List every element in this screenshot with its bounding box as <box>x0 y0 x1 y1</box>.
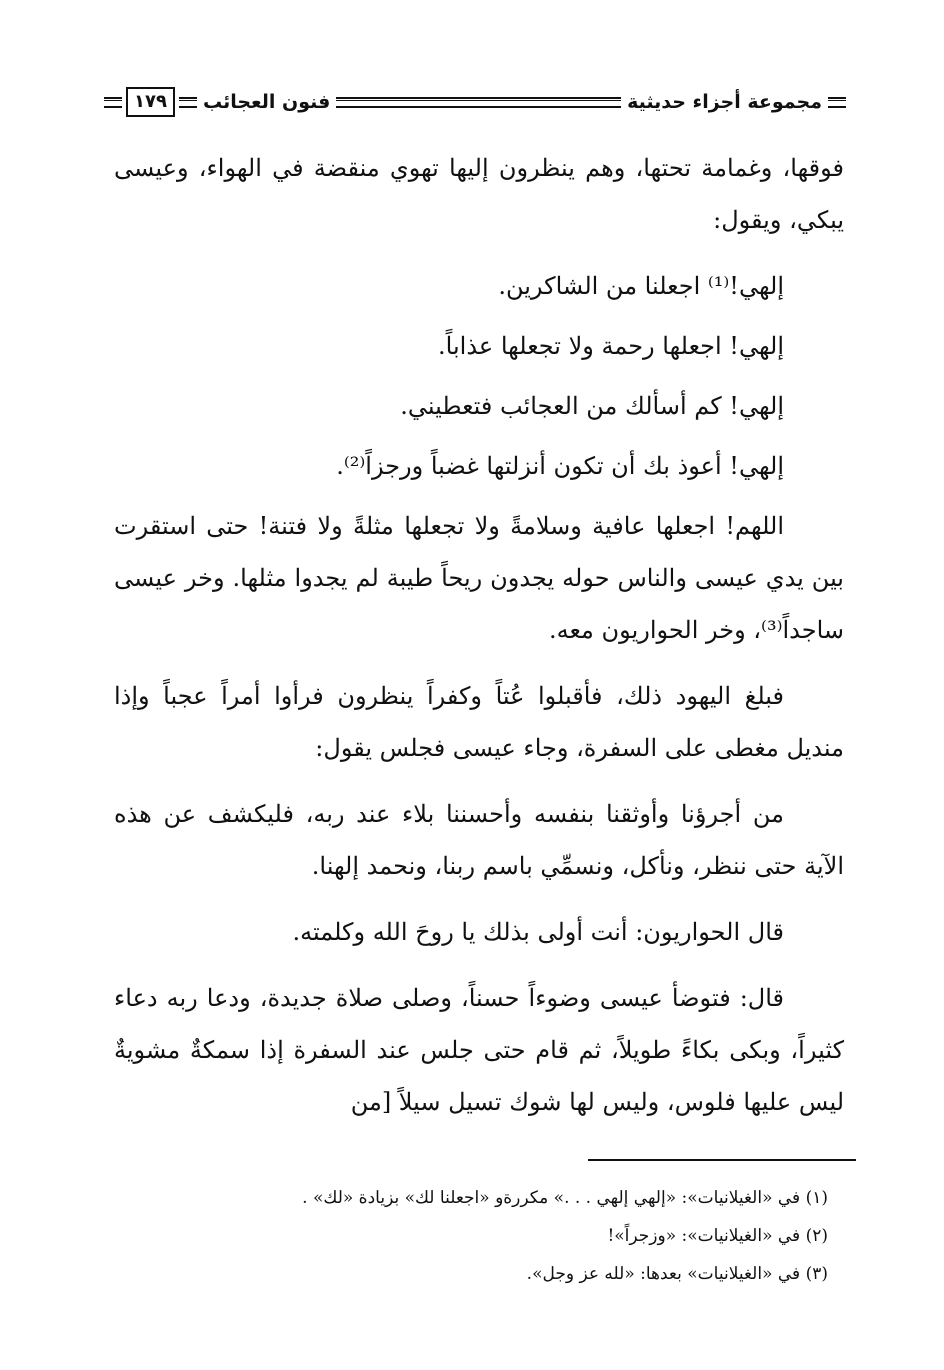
footnotes <box>114 1180 834 1294</box>
footnote: (٣) في «الغيلانيات» بعدها: «لله عز وجل». <box>526 1264 828 1284</box>
paragraph: فبلغ اليهود ذلك، فأقبلوا عُتاً وكفراً ينظرون فرأوا أمراً عجباً وإذا منديل مغطى على السفرة، وجاء عيسى فجلس يقول: <box>114 682 844 762</box>
section-title: فنون العجائب <box>202 91 331 113</box>
supplication-line: إلهي!⁽¹⁾ اجعلنا من الشاكرين. <box>498 272 784 300</box>
header-rule-left <box>104 97 122 108</box>
paragraph: فوقها، وغمامة تحتها، وهم ينظرون إليها تهوي منقضة في الهواء، وعيسى يبكي، ويقول: <box>114 154 845 234</box>
paragraph: قال: فتوضأ عيسى وضوءاً حسناً، وصلى صلاة جديدة، ودعا ربه دعاء كثيراً، وبكى بكاءً طويلاً، ثم قام حتى جلس عند السفرة إذا سمكةٌ مشويةٌ ليس عليها فلوس، وليس لها شوك تسيل سيلاً [من <box>114 984 844 1116</box>
book-title: مجموعة أجزاء حديثية <box>627 91 822 113</box>
footnote: (٢) في «الغيلانيات»: «وزجراً»! <box>607 1226 828 1246</box>
page-number: ١٧٩ <box>126 87 175 117</box>
footnote: (١) في «الغيلانيات»: «إلهي إلهي . . .» مكررةو «اجعلنا لك» بزيادة «لك» . <box>302 1188 828 1208</box>
paragraph: من أجرؤنا وأوثقنا بنفسه وأحسننا بلاء عند ربه، فليكشف عن هذه الآية حتى ننظر، ونأكل، ونسمِّي باسم ربنا، ونحمد إلهنا. <box>114 800 844 880</box>
supplication-line: إلهي! اجعلها رحمة ولا تجعلها عذاباً. <box>438 332 784 360</box>
header-rule-left-inner <box>179 97 197 108</box>
paragraph: اللهم! اجعلها عافية وسلامةً ولا تجعلها مثلةً ولا فتنة! حتى استقرت بين يدي عيسى والناس حوله يجدون ريحاً طيبة لم يجدوا مثلها. وخر عيسى ساجداً⁽³⁾، وخر الحواريون معه. <box>114 512 844 644</box>
paragraph: قال الحواريون: أنت أولى بذلك يا روحَ الله وكلمته. <box>292 918 784 946</box>
supplication-line: إلهي! أعوذ بك أن تكون أنزلتها غضباً ورجزاً⁽²⁾. <box>336 452 784 480</box>
supplication-line: إلهي! كم أسألك من العجائب فتعطيني. <box>400 392 784 420</box>
header-rule-middle <box>336 97 621 108</box>
footnote-separator <box>588 1159 856 1161</box>
running-header <box>100 80 850 124</box>
header-rule-right <box>828 97 846 108</box>
main-text <box>114 142 844 1142</box>
